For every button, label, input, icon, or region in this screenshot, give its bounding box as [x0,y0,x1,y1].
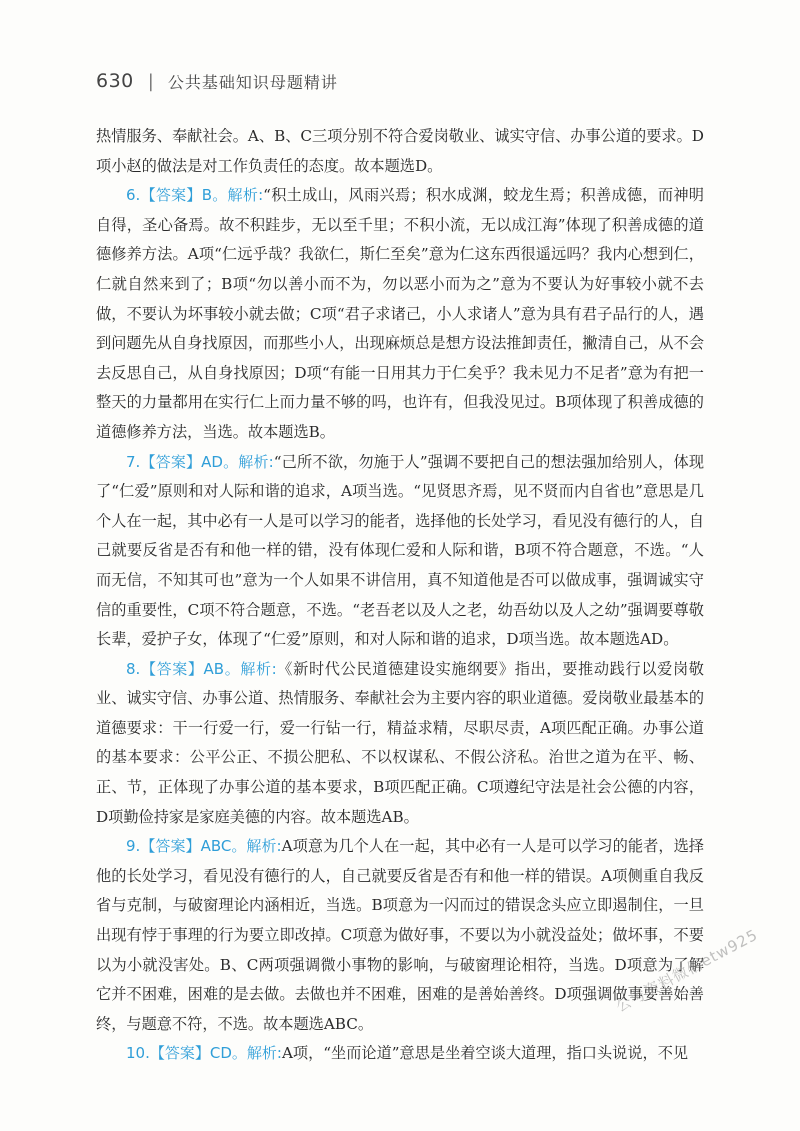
answer-7 [96,448,704,655]
answer-text: “积土成山，风雨兴焉；积水成渊，蛟龙生焉；积善成德，而神明自得，圣心备焉。故不积跬步，无以至千里；不积小流，无以成江海”体现了积善成德的道德修养方法。A项“仁远乎哉？我欲仁，斯仁至矣”意为仁这东西很遥远吗？我内心想到仁，仁就自然来到了；B项“勿以善小而不为，勿以恶小而为之”意为不要认为好事较小就不去做，不要认为坏事较小就去做；C项“君子求诸己，小人求诸人”意为具有君子品行的人，遇到问题先从自身找原因，而那些小人，出现麻烦总是想方设法推卸责任，撇清自己，从不会去反思自己，从自身找原因；D项“有能一日用其力于仁矣乎？我未见力不足者”意为有把一整天的力量都用在实行仁上而力量不够的吗，也许有，但我没见过。B项体现了积善成德的道德修养方法，当选。故本题选B。 [96,186,704,441]
answer-text: A项，“坐而论道”意思是坐着空谈大道理，指口头说说，不见 [281,1044,689,1063]
continuation-paragraph: 热情服务、奉献社会。A、B、C三项分别不符合爱岗敬业、诚实守信、办事公道的要求。D项小赵的做法是对工作负责任的态度。故本题选D。 [96,127,704,175]
header-separator: | [147,70,154,92]
answer-10 [96,1039,704,1069]
page-header [96,66,716,96]
page-number: 630 [96,70,134,92]
answer-8 [96,655,704,833]
answer-label: 6.【答案】B。解析: [126,186,264,205]
answer-label: 10.【答案】CD。解析: [126,1044,282,1063]
answer-label: 7.【答案】AD。解析: [126,452,274,471]
page-body [96,122,704,1069]
answer-label: 8.【答案】AB。解析: [126,659,277,678]
answer-label: 9.【答案】ABC。解析: [126,837,282,856]
answer-6 [96,181,704,447]
answer-text: A项意为几个人在一起，其中必有一人是可以学习的能者，选择他的长处学习，看见没有德行的人，自己就要反省是否有和他一样的错误。A项侧重自我反省与克制，与破窗理论内涵相近，当选。B项意为一闪而过的错误念头应立即遏制住，一旦出现有悖于事理的行为要立即改掉。C项意为做好事，不要以为小就没益处；做坏事，不要以为小就没害处。B、C两项强调微小事物的影响，与破窗理论相符，当选。D项意为了解它并不困难，困难的是去做。去做也并不困难，困难的是善始善终。D项强调做事要善始善终，与题意不符，不选。故本题选ABC。 [96,837,704,1033]
book-title: 公共基础知识母题精讲 [167,72,338,92]
answer-text: “己所不欲，勿施于人”强调不要把自己的想法强加给别人，体现了“仁爱”原则和对人际和谐的追求，A项当选。“见贤思齐焉，见不贤而内自省也”意思是几个人在一起，其中必有一人是可以学习的能者，选择他的长处学习，看见没有德行的人，自己就要反省是否有和他一样的错，没有体现仁爱和人际和谐，B项不符合题意，不选。“人而无信，不知其可也”意为一个人如果不讲信用，真不知道他是否可以做成事，强调诚实守信的重要性，C项不符合题意，不选。“老吾老以及人之老，幼吾幼以及人之幼”强调要尊敬长辈，爱护子女，体现了“仁爱”原则，和对人际和谐的追求，D项当选。故本题选AD。 [96,452,705,649]
watermark-text: 公考资料微信etw925 [612,925,761,1016]
answer-text: 《新时代公民道德建设实施纲要》指出，要推动践行以爱岗敬业、诚实守信、办事公道、热情服务、奉献社会为主要内容的职业道德。爱岗敬业最基本的道德要求：干一行爱一行，爱一行钻一行，精益求精，尽职尽责，A项匹配正确。办事公道的基本要求：公平公正、不损公肥私、不以权谋私、不假公济私。治世之道为在平、畅、正、节，正体现了办事公道的基本要求，B项匹配正确。C项遵纪守法是社会公德的内容，D项勤俭持家是家庭美德的内容。故本题选AB。 [96,659,704,826]
answer-9 [96,832,704,1039]
